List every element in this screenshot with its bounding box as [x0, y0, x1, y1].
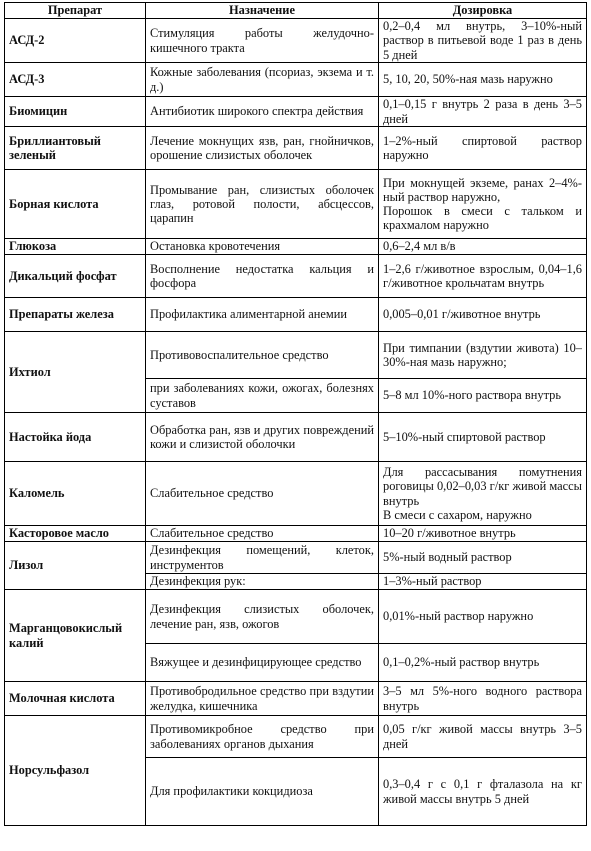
drug-purpose: Слабительное средство: [146, 526, 379, 542]
table-body: [5, 19, 587, 826]
drug-purpose: Обработка ран, язв и других повреждений кожи и слизистой оболочки: [146, 413, 379, 462]
table-row: [5, 332, 587, 379]
table-row: [5, 526, 587, 542]
drug-purpose: Дезинфекция рук:: [146, 574, 379, 590]
table-row: [5, 239, 587, 255]
table-row: [5, 170, 587, 239]
drug-dosage: 0,005–0,01 г/животное внутрь: [379, 298, 587, 332]
drug-dosage-line: При мокнущей экземе, ранах 2–4%-ный раствор наружно,: [383, 175, 582, 204]
header-purpose: Назначение: [146, 3, 379, 19]
drug-dosage: 0,1–0,15 г внутрь 2 раза в день 3–5 дней: [379, 97, 587, 127]
table-row: [5, 63, 587, 97]
table-row: [5, 97, 587, 127]
drug-name: Касторовое масло: [5, 526, 146, 542]
drug-purpose: Противовоспалительное средство: [146, 332, 379, 379]
drug-purpose: Противобродильное средство при вздутии желудка, кишечника: [146, 682, 379, 716]
drug-dosage: 5–8 мл 10%-ного раствора внутрь: [379, 379, 587, 413]
drug-dosage-line: В смеси с сахаром, наружно: [383, 507, 532, 522]
drug-dosage: 5–10%-ный спиртовой раствор: [379, 413, 587, 462]
table-row: [5, 19, 587, 63]
drug-dosage: 0,01%-ный раствор наружно: [379, 590, 587, 644]
drug-dosage: 5, 10, 20, 50%-ная мазь наружно: [379, 63, 587, 97]
drug-purpose: Дезинфекция слизистых оболочек, лечение ран, язв, ожогов: [146, 590, 379, 644]
drug-dosage: 0,6–2,4 мл в/в: [379, 239, 587, 255]
table-row: [5, 127, 587, 170]
drug-name: Каломель: [5, 462, 146, 526]
drug-name: Марганцовокислый калий: [5, 590, 146, 682]
drug-name: Борная кислота: [5, 170, 146, 239]
drug-dosage: 0,05 г/кг живой массы внутрь 3–5 дней: [379, 716, 587, 758]
drug-dosage: 0,1–0,2%-ный раствор внутрь: [379, 644, 587, 682]
header-drug: Препарат: [5, 3, 146, 19]
table-row: [5, 298, 587, 332]
drug-purpose: Антибиотик широкого спектра действия: [146, 97, 379, 127]
drug-purpose: Стимуляция работы желудочно-кишечного тракта: [146, 19, 379, 63]
table-row: [5, 716, 587, 758]
drug-name: АСД-3: [5, 63, 146, 97]
drug-name: Бриллиантовый зеленый: [5, 127, 146, 170]
drug-dosage: 0,2–0,4 мл внутрь, 3–10%-ный раствор в питьевой воде 1 раз в день 5 дней: [379, 19, 587, 63]
drug-dosage-line: Порошок в смеси с тальком и крахмалом наружно: [383, 204, 582, 233]
drug-name: Молочная кислота: [5, 682, 146, 716]
drug-dosage: [379, 170, 587, 239]
drug-dosage: 1–2%-ный спиртовой раствор наружно: [379, 127, 587, 170]
drug-purpose: Остановка кровотечения: [146, 239, 379, 255]
table-row: [5, 413, 587, 462]
table-header-row: [5, 3, 587, 19]
drug-dosage: 1–3%-ный раствор: [379, 574, 587, 590]
drug-purpose: Слабительное средство: [146, 462, 379, 526]
drug-dosage: 3–5 мл 5%-ного водного раствора внутрь: [379, 682, 587, 716]
drug-purpose: Восполнение недостатка кальция и фосфора: [146, 255, 379, 298]
drug-dosage-table: [4, 2, 587, 826]
drug-purpose: Противомикробное средство при заболеваниях органов дыхания: [146, 716, 379, 758]
table-row: [5, 542, 587, 574]
table-row: [5, 462, 587, 526]
drug-name: Биомицин: [5, 97, 146, 127]
drug-name: Препараты железа: [5, 298, 146, 332]
drug-name: Ихтиол: [5, 332, 146, 413]
drug-name: АСД-2: [5, 19, 146, 63]
table-row: [5, 682, 587, 716]
table-row: [5, 255, 587, 298]
drug-purpose: Дезинфекция помещений, клеток, инструментов: [146, 542, 379, 574]
drug-dosage: 5%-ный водный раствор: [379, 542, 587, 574]
drug-name: Настойка йода: [5, 413, 146, 462]
drug-dosage: 0,3–0,4 г с 0,1 г фталазола на кг живой массы внутрь 5 дней: [379, 758, 587, 826]
drug-name: Норсульфазол: [5, 716, 146, 826]
drug-purpose: при заболеваниях кожи, ожогах, болезнях суставов: [146, 379, 379, 413]
drug-purpose: Профилактика алиментарной анемии: [146, 298, 379, 332]
drug-name: Дикальций фосфат: [5, 255, 146, 298]
drug-dosage: При тимпании (вздутии живота) 10–30%-ная мазь наружно;: [379, 332, 587, 379]
header-dosage: Дозировка: [379, 3, 587, 19]
drug-dosage-line: Для рассасывания помутнения роговицы 0,02–0,03 г/кг живой массы внутрь: [383, 465, 582, 508]
drug-dosage: 1–2,6 г/животное взрослым, 0,04–1,6 г/животное крольчатам внутрь: [379, 255, 587, 298]
table-row: [5, 590, 587, 644]
drug-purpose: Лечение мокнущих язв, ран, гнойничков, орошение слизистых оболочек: [146, 127, 379, 170]
drug-dosage: [379, 462, 587, 526]
drug-name: Глюкоза: [5, 239, 146, 255]
drug-purpose: Для профилактики кокцидиоза: [146, 758, 379, 826]
drug-name: Лизол: [5, 542, 146, 590]
drug-dosage: 10–20 г/животное внутрь: [379, 526, 587, 542]
drug-purpose: Кожные заболевания (псориаз, экзема и т. д.): [146, 63, 379, 97]
drug-purpose: Вяжущее и дезинфицирующее средство: [146, 644, 379, 682]
drug-purpose: Промывание ран, слизистых оболочек глаз, ротовой полости, абсцессов, царапин: [146, 170, 379, 239]
